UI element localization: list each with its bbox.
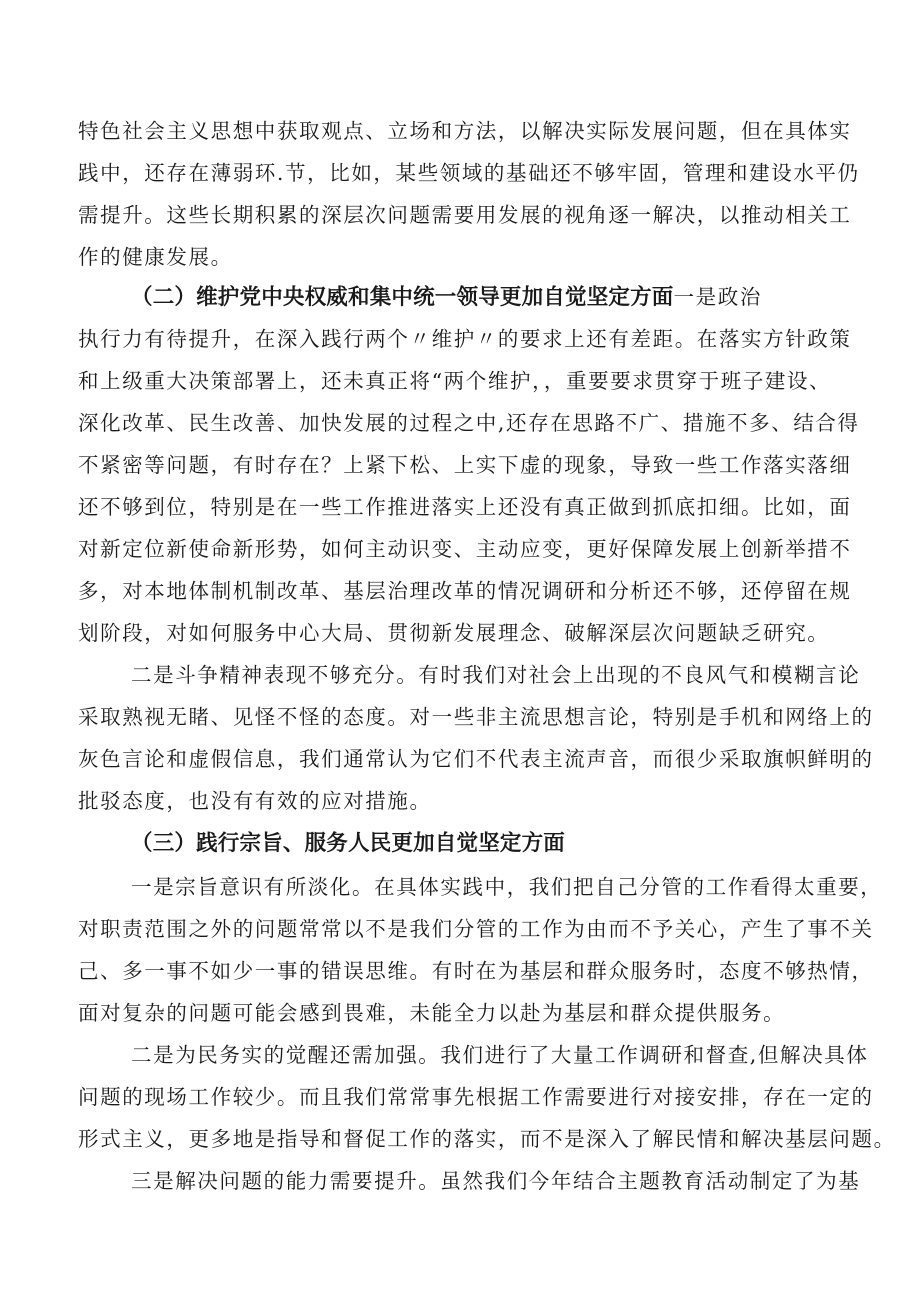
text-line: 二是斗争精神表现不够充分。有时我们对社会上出现的不良风气和模糊言论 (131, 663, 861, 687)
text-line: 己、多一事不如少一事的错误思维。有时在为基层和群众服务时，态度不够热情， (78, 959, 874, 983)
text-line: 和上级重大决策部署上，还未真正将“两个维护，，重要要求贯穿于班子建设、 (78, 369, 832, 393)
text-line: 灰色言论和虚假信息，我们通常认为它们不代表主流声音，而很少采取旗帜鲜明的 (78, 747, 874, 771)
text-line: 对职责范围之外的问题常常以不是我们分管的工作为由而不予关心，产生了事不关 (78, 917, 874, 941)
text-line: 三是解决问题的能力需要提升。虽然我们今年结合主题教育活动制定了为基 (131, 1169, 861, 1193)
text-line: 问题的现场工作较少。而且我们常常事先根据工作需要进行对接安排，存在一定的 (78, 1085, 874, 1109)
text-line: 批驳态度，也没有有效的应对措施。 (78, 789, 432, 813)
text-line: 采取熟视无睹、见怪不怪的态度。对一些非主流思想言论，特别是手机和网络上的 (78, 705, 874, 729)
text-line: 对新定位新使命新形势，如何主动识变、主动应变，更好保障发展上创新举措不 (78, 537, 852, 561)
text-line: 特色社会主义思想中获取观点、立场和方法，以解决实际发展问题，但在具体实 (78, 119, 852, 143)
text-line: 划阶段，对如何服务中心大局、贯彻新发展理念、破解深层次问题缺乏研究。 (78, 621, 830, 645)
text-line: 还不够到位，特别是在一些工作推进落实上还没有真正做到抓底扣细。比如，面 (78, 495, 852, 519)
text-line: 一是宗旨意识有所淡化。在具体实践中，我们把自己分管的工作看得太重要， (131, 875, 883, 899)
text-line: 面对复杂的问题可能会感到畏难，未能全力以赴为基层和群众提供服务。 (78, 1001, 786, 1025)
text-line: 二是为民务实的觉醒还需加强。我们进行了大量工作调研和督查,但解决具体 (131, 1043, 869, 1067)
text-line: 践中，还存在薄弱环.节，比如，某些领域的基础还不够牢固，管理和建设水平仍 (78, 161, 860, 185)
text-line: 需提升。这些长期积累的深层次问题需要用发展的视角逐一解决，以推动相关工 (78, 203, 852, 227)
section-heading-2-tail: 一是政治 (673, 285, 762, 309)
text-line: 多，对本地体制机制改革、基层治理改革的情况调研和分析还不够，还停留在规 (78, 579, 852, 603)
text-line: 不紧密等问题，有时存在？上紧下松、上实下虚的现象，导致一些工作落实落细 (78, 453, 852, 477)
text-line: 形式主义，更多地是指导和督促工作的落实，而不是深入了解民情和解决基层问题。 (78, 1127, 896, 1151)
text-line: 执行力有待提升，在深入践行两个〃维护〃的要求上还有差距。在落实方针政策 (78, 327, 852, 351)
section-heading-2 (131, 287, 762, 309)
text-line: 作的健康发展。 (78, 245, 233, 269)
section-heading-2-title: （二）维护党中央权威和集中统一领导更加自觉坚定方面 (131, 285, 674, 310)
section-heading-3: （三）践行宗旨、服务人民更加自觉坚定方面 (131, 831, 566, 856)
text-line: 深化改革、民生改善、加快发展的过程之中,还存在思路不广、措施不多、结合得 (78, 411, 860, 435)
